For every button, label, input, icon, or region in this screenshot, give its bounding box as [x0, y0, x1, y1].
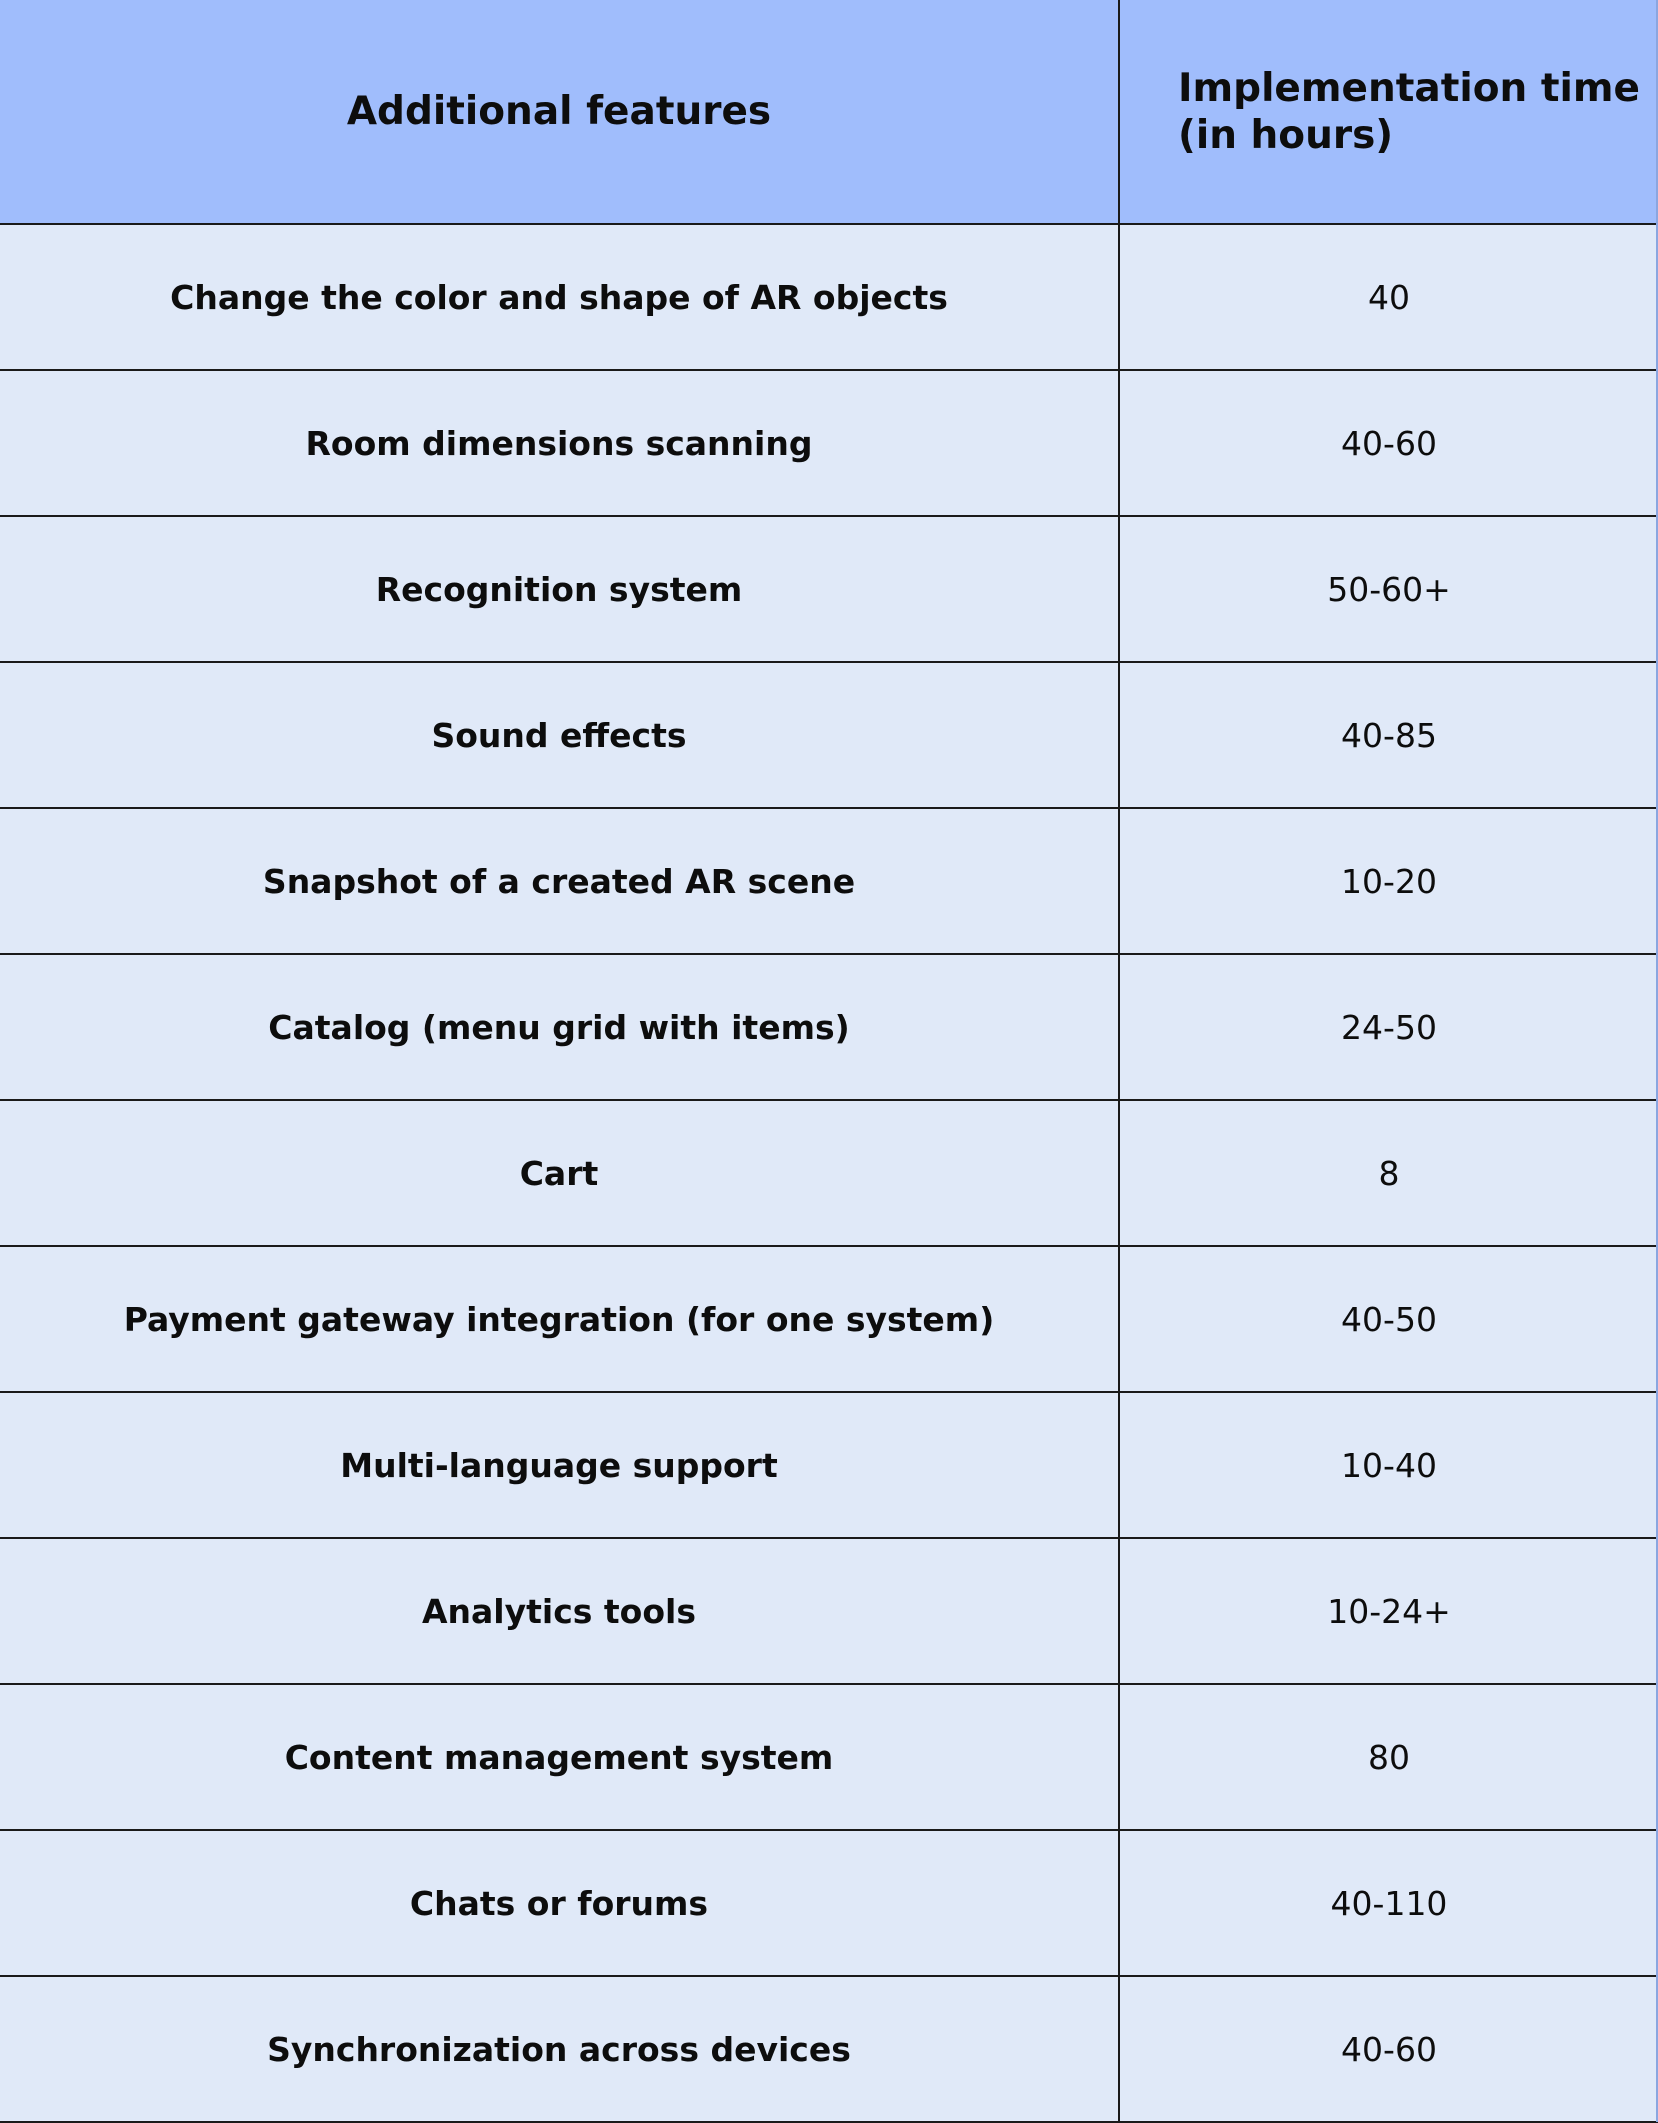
feature-cell: Synchronization across devices: [267, 2029, 851, 2069]
table-row: [0, 1685, 1658, 1831]
column-divider: [1118, 0, 1120, 2122]
feature-cell: Cart: [519, 1153, 599, 1193]
table-row: [0, 955, 1658, 1101]
hours-cell: 10-24+: [1327, 1591, 1451, 1631]
feature-cell: Chats or forums: [409, 1883, 709, 1923]
table-row: [0, 1831, 1658, 1977]
table-row: [0, 517, 1658, 663]
table-row: [0, 1539, 1658, 1685]
hours-cell: 40-110: [1330, 1883, 1448, 1923]
feature-cell: Content management system: [284, 1737, 834, 1777]
hours-cell: 8: [1378, 1153, 1400, 1193]
table-row: [0, 1247, 1658, 1393]
feature-cell: Recognition system: [375, 569, 743, 609]
hours-cell: 10-20: [1341, 861, 1437, 901]
hours-cell: 40-85: [1341, 715, 1437, 755]
table-row: [0, 225, 1658, 371]
table-row: [0, 1101, 1658, 1247]
feature-cell: Catalog (menu grid with items): [268, 1007, 850, 1047]
hours-cell: 40-60: [1341, 423, 1437, 463]
hours-cell: 50-60+: [1327, 569, 1451, 609]
feature-cell: Payment gateway integration (for one system): [123, 1299, 995, 1339]
feature-cell: Change the color and shape of AR objects: [170, 277, 948, 317]
feature-cell: Sound effects: [431, 715, 687, 755]
table-row: [0, 663, 1658, 809]
hours-cell: 40: [1368, 277, 1410, 317]
hours-cell: 10-40: [1341, 1445, 1437, 1485]
table-row: [0, 1393, 1658, 1539]
feature-cell: Analytics tools: [422, 1591, 696, 1631]
hours-cell: 40-50: [1341, 1299, 1437, 1339]
table-row: [0, 809, 1658, 955]
table-header: [0, 0, 1658, 225]
table-row: [0, 1977, 1658, 2123]
header-features: Additional features: [346, 89, 772, 134]
header-implementation-time: Implementation time (in hours): [1178, 65, 1640, 158]
feature-cell: Multi-language support: [340, 1445, 778, 1485]
feature-cell: Snapshot of a created AR scene: [262, 861, 856, 901]
hours-cell: 80: [1368, 1737, 1410, 1777]
hours-cell: 24-50: [1341, 1007, 1437, 1047]
hours-cell: 40-60: [1341, 2029, 1437, 2069]
table-body: [0, 225, 1658, 2123]
table-row: [0, 371, 1658, 517]
feature-cell: Room dimensions scanning: [305, 423, 813, 463]
